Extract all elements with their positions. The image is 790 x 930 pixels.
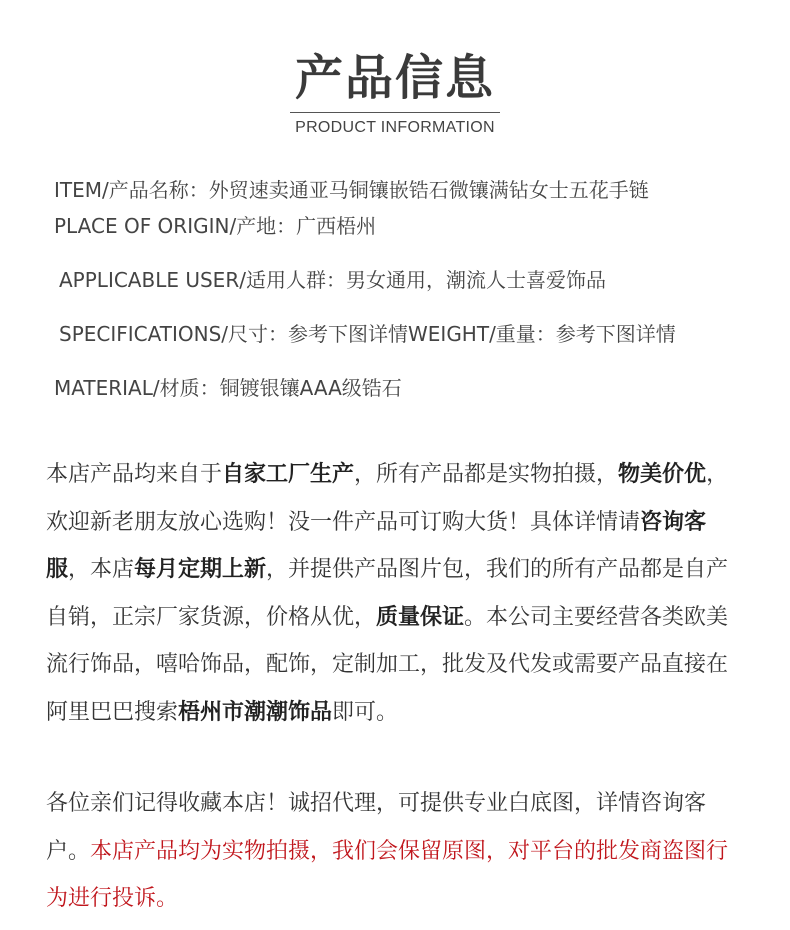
intro-text-4: ，本店 <box>68 557 135 582</box>
page-title: 产品信息 <box>294 50 495 106</box>
intro-text-2: ，所有产品都是实物拍摄， <box>354 462 619 487</box>
intro-bold-6: 梧州市潮潮饰品 <box>178 699 333 725</box>
spec-origin: PLACE OF ORIGIN/产地：广西梧州 <box>54 214 377 238</box>
notice-text: 各位亲们记得收藏本店！诚招代理，可提供专业白底图，详情咨询客户。 <box>46 791 707 864</box>
notice-paragraph <box>46 780 746 923</box>
intro-bold-1: 自家工厂生产 <box>222 462 355 487</box>
intro-text-7: 即可。 <box>332 699 399 725</box>
header <box>0 48 790 137</box>
spec-material: MATERIAL/材质：铜镀银镶AAA级锆石 <box>54 376 402 400</box>
intro-bold-4: 每月定期上新 <box>134 557 267 582</box>
spec-user: APPLICABLE USER/适用人群：男女通用，潮流人士喜爱饰品 <box>59 268 606 292</box>
spec-specifications: SPECIFICATIONS/尺寸：参考下图详情WEIGHT/重量：参考下图详情 <box>59 322 676 346</box>
copyright-warning: 本店产品均为实物拍摄，我们会保留原图，对平台的批发商盗图行为进行投诉。 <box>46 838 729 911</box>
intro-text-5: ，并提供产品图片包，我们的所有产品都是自产自销，正宗厂家货源，价格从优， <box>46 557 729 630</box>
page-subtitle: PRODUCT INFORMATION <box>295 119 495 136</box>
title-divider <box>290 112 500 113</box>
intro-bold-3: 咨询客服 <box>46 509 707 582</box>
intro-bold-5: 质量保证 <box>376 604 465 630</box>
intro-bold-2: 物美价优 <box>618 462 707 487</box>
spec-item: ITEM/产品名称：外贸速卖通亚马铜镶嵌锆石微镶满钻女士五花手链 <box>54 178 649 202</box>
intro-text-1: 本店产品均来自于 <box>46 462 223 487</box>
intro-text-3: ，欢迎新老朋友放心选购！没一件产品可订购大货！具体详情请 <box>46 462 729 535</box>
company-intro-paragraph <box>46 451 746 736</box>
intro-text-6: 。本公司主要经营各类欧美流行饰品，嘻哈饰品，配饰，定制加工，批发及代发或需要产品直接在阿里巴巴搜索 <box>46 604 729 725</box>
